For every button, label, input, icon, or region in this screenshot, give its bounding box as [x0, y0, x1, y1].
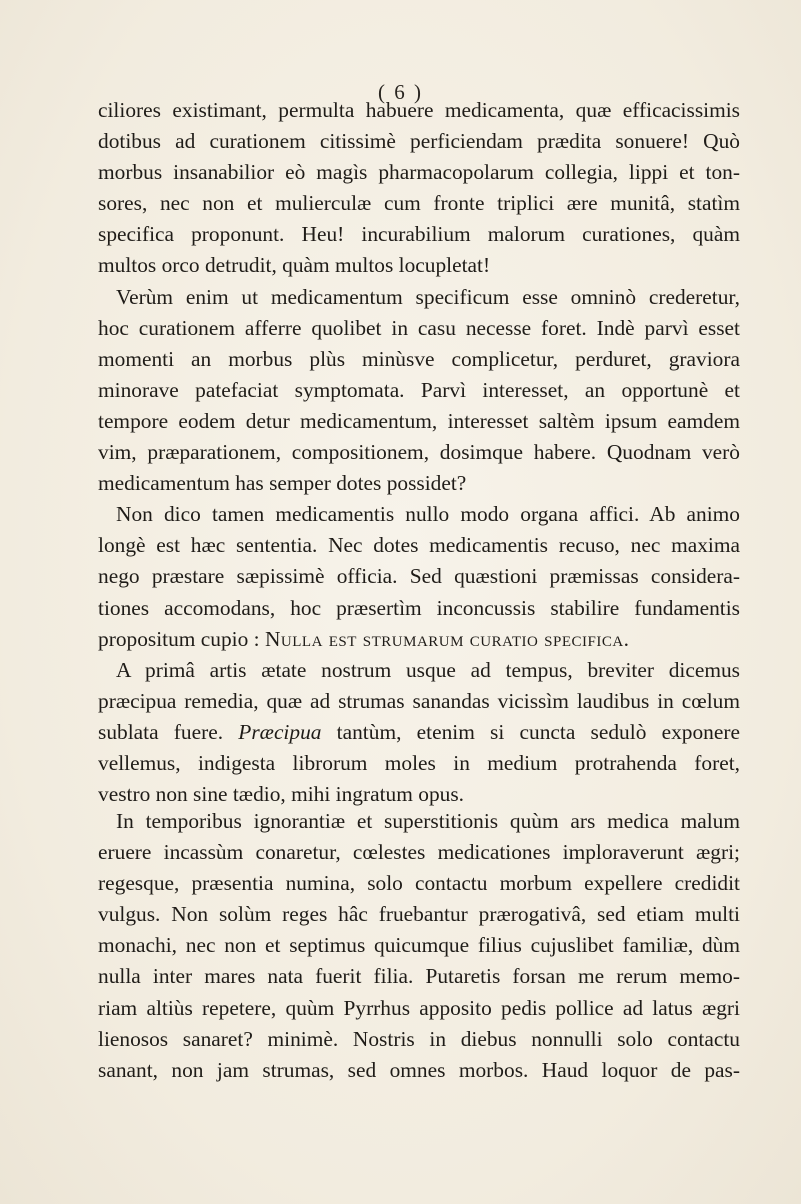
text-line: longè est hæc sententia. Nec dotes medicamentis recuso, nec maxima — [98, 533, 740, 558]
emphasis-prefix: sublata fuere. — [98, 719, 239, 744]
text-line: sores, nec non et mulierculæ cum fronte triplici ære munitâ, statìm — [98, 191, 740, 216]
proposition-statement: Nulla est strumarum curatio specifica. — [264, 626, 630, 651]
text-line: præcipua remedia, quæ ad strumas sanandas vicissìm laudibus in cœlum — [98, 688, 740, 713]
text-line: momenti an morbus plùs minùsve complicetur, perduret, graviora — [98, 346, 740, 371]
text-line: Non dico tamen medicamentis nullo modo organa affici. Ab animo — [116, 502, 740, 527]
text-line: specifica proponunt. Heu! incurabilium malorum curationes, quàm — [98, 222, 740, 247]
emphasis-suffix: tantùm, etenim si cuncta sedulò exponere — [321, 719, 740, 744]
emphasis-word: Præcipua — [238, 719, 322, 744]
text-line: vulgus. Non solùm reges hâc fruebantur prærogativâ, sed etiam multi — [98, 902, 740, 927]
text-line: hoc curationem afferre quolibet in casu necesse foret. Indè parvì esset — [98, 315, 740, 340]
text-line: riam altiùs repetere, quùm Pyrrhus apposito pedis pollice ad latus ægri — [98, 995, 740, 1020]
emphasis-line — [98, 717, 740, 748]
text-section-2 — [98, 806, 740, 1086]
text-line: regesque, præsentia numina, solo contactu morbum expellere credidit — [98, 871, 740, 896]
proposition-prefix: propositum cupio : — [98, 626, 265, 651]
text-line: vim, præparationem, compositionem, dosimque habere. Quodnam verò — [98, 440, 740, 465]
text-line: tempore eodem detur medicamentum, interesset saltèm ipsum eamdem — [98, 408, 740, 433]
text-line: sanant, non jam strumas, sed omnes morbos. Haud loquor de pas- — [98, 1057, 740, 1082]
text-line: minorave patefaciat symptomata. Parvì interesset, an opportunè et — [98, 377, 740, 402]
text-line: A primâ artis ætate nostrum usque ad tempus, breviter dicemus — [116, 657, 740, 682]
text-line: monachi, nec non et septimus quicumque filius cujuslibet familiæ, dùm — [98, 933, 740, 958]
text-line: eruere incassùm conaretur, cœlestes medicationes imploraverunt ægri; — [98, 840, 740, 865]
text-line: morbus insanabilior eò magìs pharmacopolarum collegia, lippi et ton- — [98, 160, 740, 185]
text-line: vestro non sine tædio, mihi ingratum opus. — [98, 782, 465, 807]
proposition-line — [98, 624, 740, 655]
text-line: dotibus ad curationem citissimè perficiendam prædita sonuere! Quò — [98, 129, 740, 154]
text-line: multos orco detrudit, quàm multos locupletat! — [98, 253, 491, 278]
text-section-1 — [98, 95, 740, 810]
page-number: ( 6 ) — [378, 80, 423, 104]
text-line: lienosos sanaret? minimè. Nostris in diebus nonnulli solo contactu — [98, 1026, 740, 1051]
text-line: tiones accomodans, hoc præsertìm inconcussis stabilire fundamentis — [98, 595, 740, 620]
text-line: nulla inter mares nata fuerit filia. Putaretis forsan me rerum memo- — [98, 964, 740, 989]
text-line: In temporibus ignorantiæ et superstitionis quùm ars medica malum — [116, 809, 740, 833]
text-line: nego præstare sæpissimè officia. Sed quæstioni præmissas considera- — [98, 564, 740, 589]
text-line: medicamentum has semper dotes possidet? — [98, 471, 467, 496]
text-line: ciliores existimant, permulta habuere medicamenta, quæ efficacissimis — [98, 98, 740, 122]
text-line: vellemus, indigesta librorum moles in medium protrahenda foret, — [98, 750, 740, 775]
text-line: Verùm enim ut medicamentum specificum esse omninò crederetur, — [116, 284, 740, 309]
